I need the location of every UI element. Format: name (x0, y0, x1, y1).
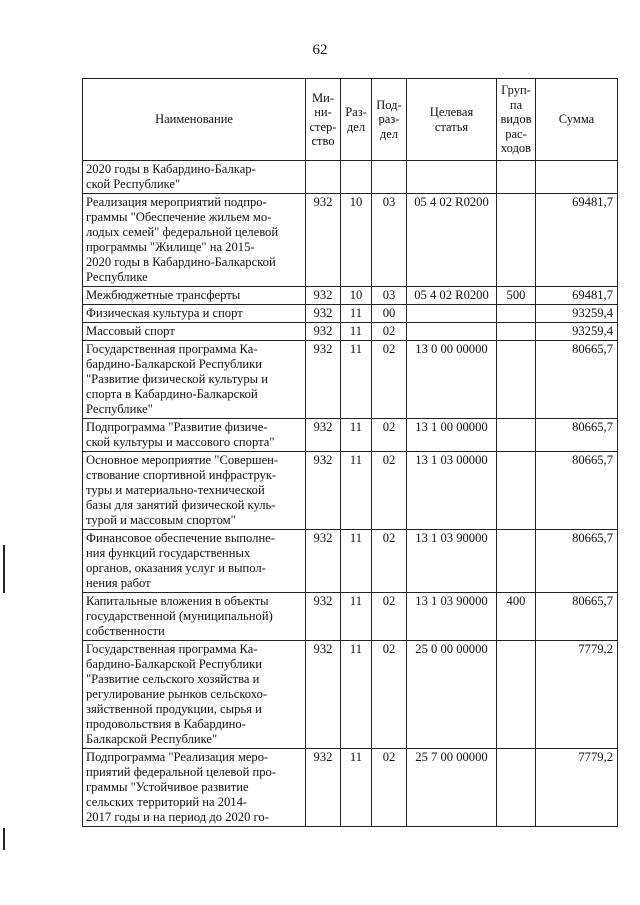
cell-section: 11 (341, 530, 372, 593)
cell-sum: 69481,7 (536, 194, 618, 287)
cell-group (497, 749, 536, 827)
cell-subsection: 02 (372, 341, 407, 419)
cell-group (497, 419, 536, 452)
cell-section: 11 (341, 323, 372, 341)
table-row (83, 452, 618, 530)
table-row (83, 287, 618, 305)
cell-ministry: 932 (306, 530, 341, 593)
cell-section: 11 (341, 305, 372, 323)
cell-ministry: 932 (306, 452, 341, 530)
cell-section (341, 161, 372, 194)
cell-sum: 7779,2 (536, 641, 618, 749)
cell-ministry: 932 (306, 593, 341, 641)
cell-sum: 7779,2 (536, 749, 618, 827)
cell-section: 11 (341, 341, 372, 419)
margin-mark (3, 545, 5, 593)
cell-section: 11 (341, 452, 372, 530)
table-row (83, 305, 618, 323)
cell-group (497, 305, 536, 323)
cell-group: 400 (497, 593, 536, 641)
cell-subsection: 02 (372, 749, 407, 827)
cell-name: Реализация мероприятий подпро- граммы "Обеспечение жильем мо- лодых семей" федеральной целевой программы "Жилище" на 2015- 2020 годы в Кабардино-Балкарской Республике (83, 194, 306, 287)
cell-ministry: 932 (306, 341, 341, 419)
cell-subsection: 03 (372, 194, 407, 287)
cell-target: 25 0 00 00000 (407, 641, 497, 749)
col-header-group: Груп- па видов рас- ходов (497, 79, 536, 161)
cell-section: 10 (341, 194, 372, 287)
cell-sum: 69481,7 (536, 287, 618, 305)
table-row (83, 323, 618, 341)
cell-group (497, 161, 536, 194)
col-header-sum: Сумма (536, 79, 618, 161)
cell-subsection: 02 (372, 593, 407, 641)
cell-sum: 80665,7 (536, 341, 618, 419)
cell-name: Массовый спорт (83, 323, 306, 341)
cell-group (497, 194, 536, 287)
cell-subsection (372, 161, 407, 194)
cell-subsection: 02 (372, 452, 407, 530)
cell-ministry: 932 (306, 641, 341, 749)
cell-section: 11 (341, 749, 372, 827)
cell-target (407, 161, 497, 194)
cell-name: Физическая культура и спорт (83, 305, 306, 323)
col-header-subsection: Под- раз- дел (372, 79, 407, 161)
col-header-target: Целевая статья (407, 79, 497, 161)
cell-group (497, 530, 536, 593)
cell-name: Подпрограмма "Развитие физиче- ской культуры и массового спорта" (83, 419, 306, 452)
table-row (83, 419, 618, 452)
table-row (83, 194, 618, 287)
cell-ministry: 932 (306, 323, 341, 341)
table-row (83, 749, 618, 827)
cell-name: Межбюджетные трансферты (83, 287, 306, 305)
cell-subsection: 00 (372, 305, 407, 323)
cell-sum: 93259,4 (536, 305, 618, 323)
cell-target: 25 7 00 00000 (407, 749, 497, 827)
col-header-name: Наименование (83, 79, 306, 161)
cell-ministry: 932 (306, 287, 341, 305)
cell-group (497, 452, 536, 530)
cell-target: 13 1 03 00000 (407, 452, 497, 530)
cell-sum: 93259,4 (536, 323, 618, 341)
cell-subsection: 02 (372, 641, 407, 749)
cell-ministry: 932 (306, 194, 341, 287)
cell-sum: 80665,7 (536, 530, 618, 593)
cell-sum: 80665,7 (536, 419, 618, 452)
cell-target: 05 4 02 R0200 (407, 194, 497, 287)
table-row (83, 161, 618, 194)
cell-subsection: 02 (372, 530, 407, 593)
cell-group (497, 323, 536, 341)
cell-name: Подпрограмма "Реализация меро- приятий федеральной целевой про- граммы "Устойчивое развитие сельских территорий на 2014- 2017 годы и на период до 2020 го- (83, 749, 306, 827)
cell-section: 11 (341, 419, 372, 452)
cell-section: 10 (341, 287, 372, 305)
cell-name: Государственная программа Ка- бардино-Балкарской Республики "Развитие физической культуры и спорта в Кабардино-Балкарской Республике" (83, 341, 306, 419)
cell-target: 13 0 00 00000 (407, 341, 497, 419)
cell-group: 500 (497, 287, 536, 305)
cell-section: 11 (341, 593, 372, 641)
budget-table (82, 78, 618, 827)
cell-sum (536, 161, 618, 194)
margin-mark (3, 828, 5, 850)
cell-ministry: 932 (306, 305, 341, 323)
cell-subsection: 03 (372, 287, 407, 305)
header-row (83, 79, 618, 161)
col-header-section: Раз- дел (341, 79, 372, 161)
cell-target: 05 4 02 R0200 (407, 287, 497, 305)
table-row (83, 530, 618, 593)
cell-ministry (306, 161, 341, 194)
cell-name: Государственная программа Ка- бардино-Балкарской Республики "Развитие сельского хозяйства и регулирование рынков сельскохо- зяйственной продукции, сырья и продовольствия в Кабардино- Балкарской Республике" (83, 641, 306, 749)
col-header-ministry: Ми- ни- стер- ство (306, 79, 341, 161)
table-row (83, 641, 618, 749)
cell-name: Основное мероприятие "Совершен- ствование спортивной инфраструк- туры и материально-технической базы для занятий физической куль- турой и массовым спортом" (83, 452, 306, 530)
page-number: 62 (312, 42, 328, 58)
cell-name: 2020 годы в Кабардино-Балкар- ской Республике" (83, 161, 306, 194)
table-row (83, 341, 618, 419)
cell-sum: 80665,7 (536, 452, 618, 530)
cell-section: 11 (341, 641, 372, 749)
cell-target: 13 1 03 90000 (407, 593, 497, 641)
cell-target (407, 305, 497, 323)
cell-ministry: 932 (306, 419, 341, 452)
cell-name: Капитальные вложения в объекты государственной (муниципальной) собственности (83, 593, 306, 641)
cell-group (497, 341, 536, 419)
cell-sum: 80665,7 (536, 593, 618, 641)
cell-group (497, 641, 536, 749)
cell-subsection: 02 (372, 323, 407, 341)
cell-ministry: 932 (306, 749, 341, 827)
table-row (83, 593, 618, 641)
cell-name: Финансовое обеспечение выполне- ния функций государственных органов, оказания услуг и выпол- нения работ (83, 530, 306, 593)
cell-subsection: 02 (372, 419, 407, 452)
cell-target (407, 323, 497, 341)
cell-target: 13 1 00 00000 (407, 419, 497, 452)
cell-target: 13 1 03 90000 (407, 530, 497, 593)
